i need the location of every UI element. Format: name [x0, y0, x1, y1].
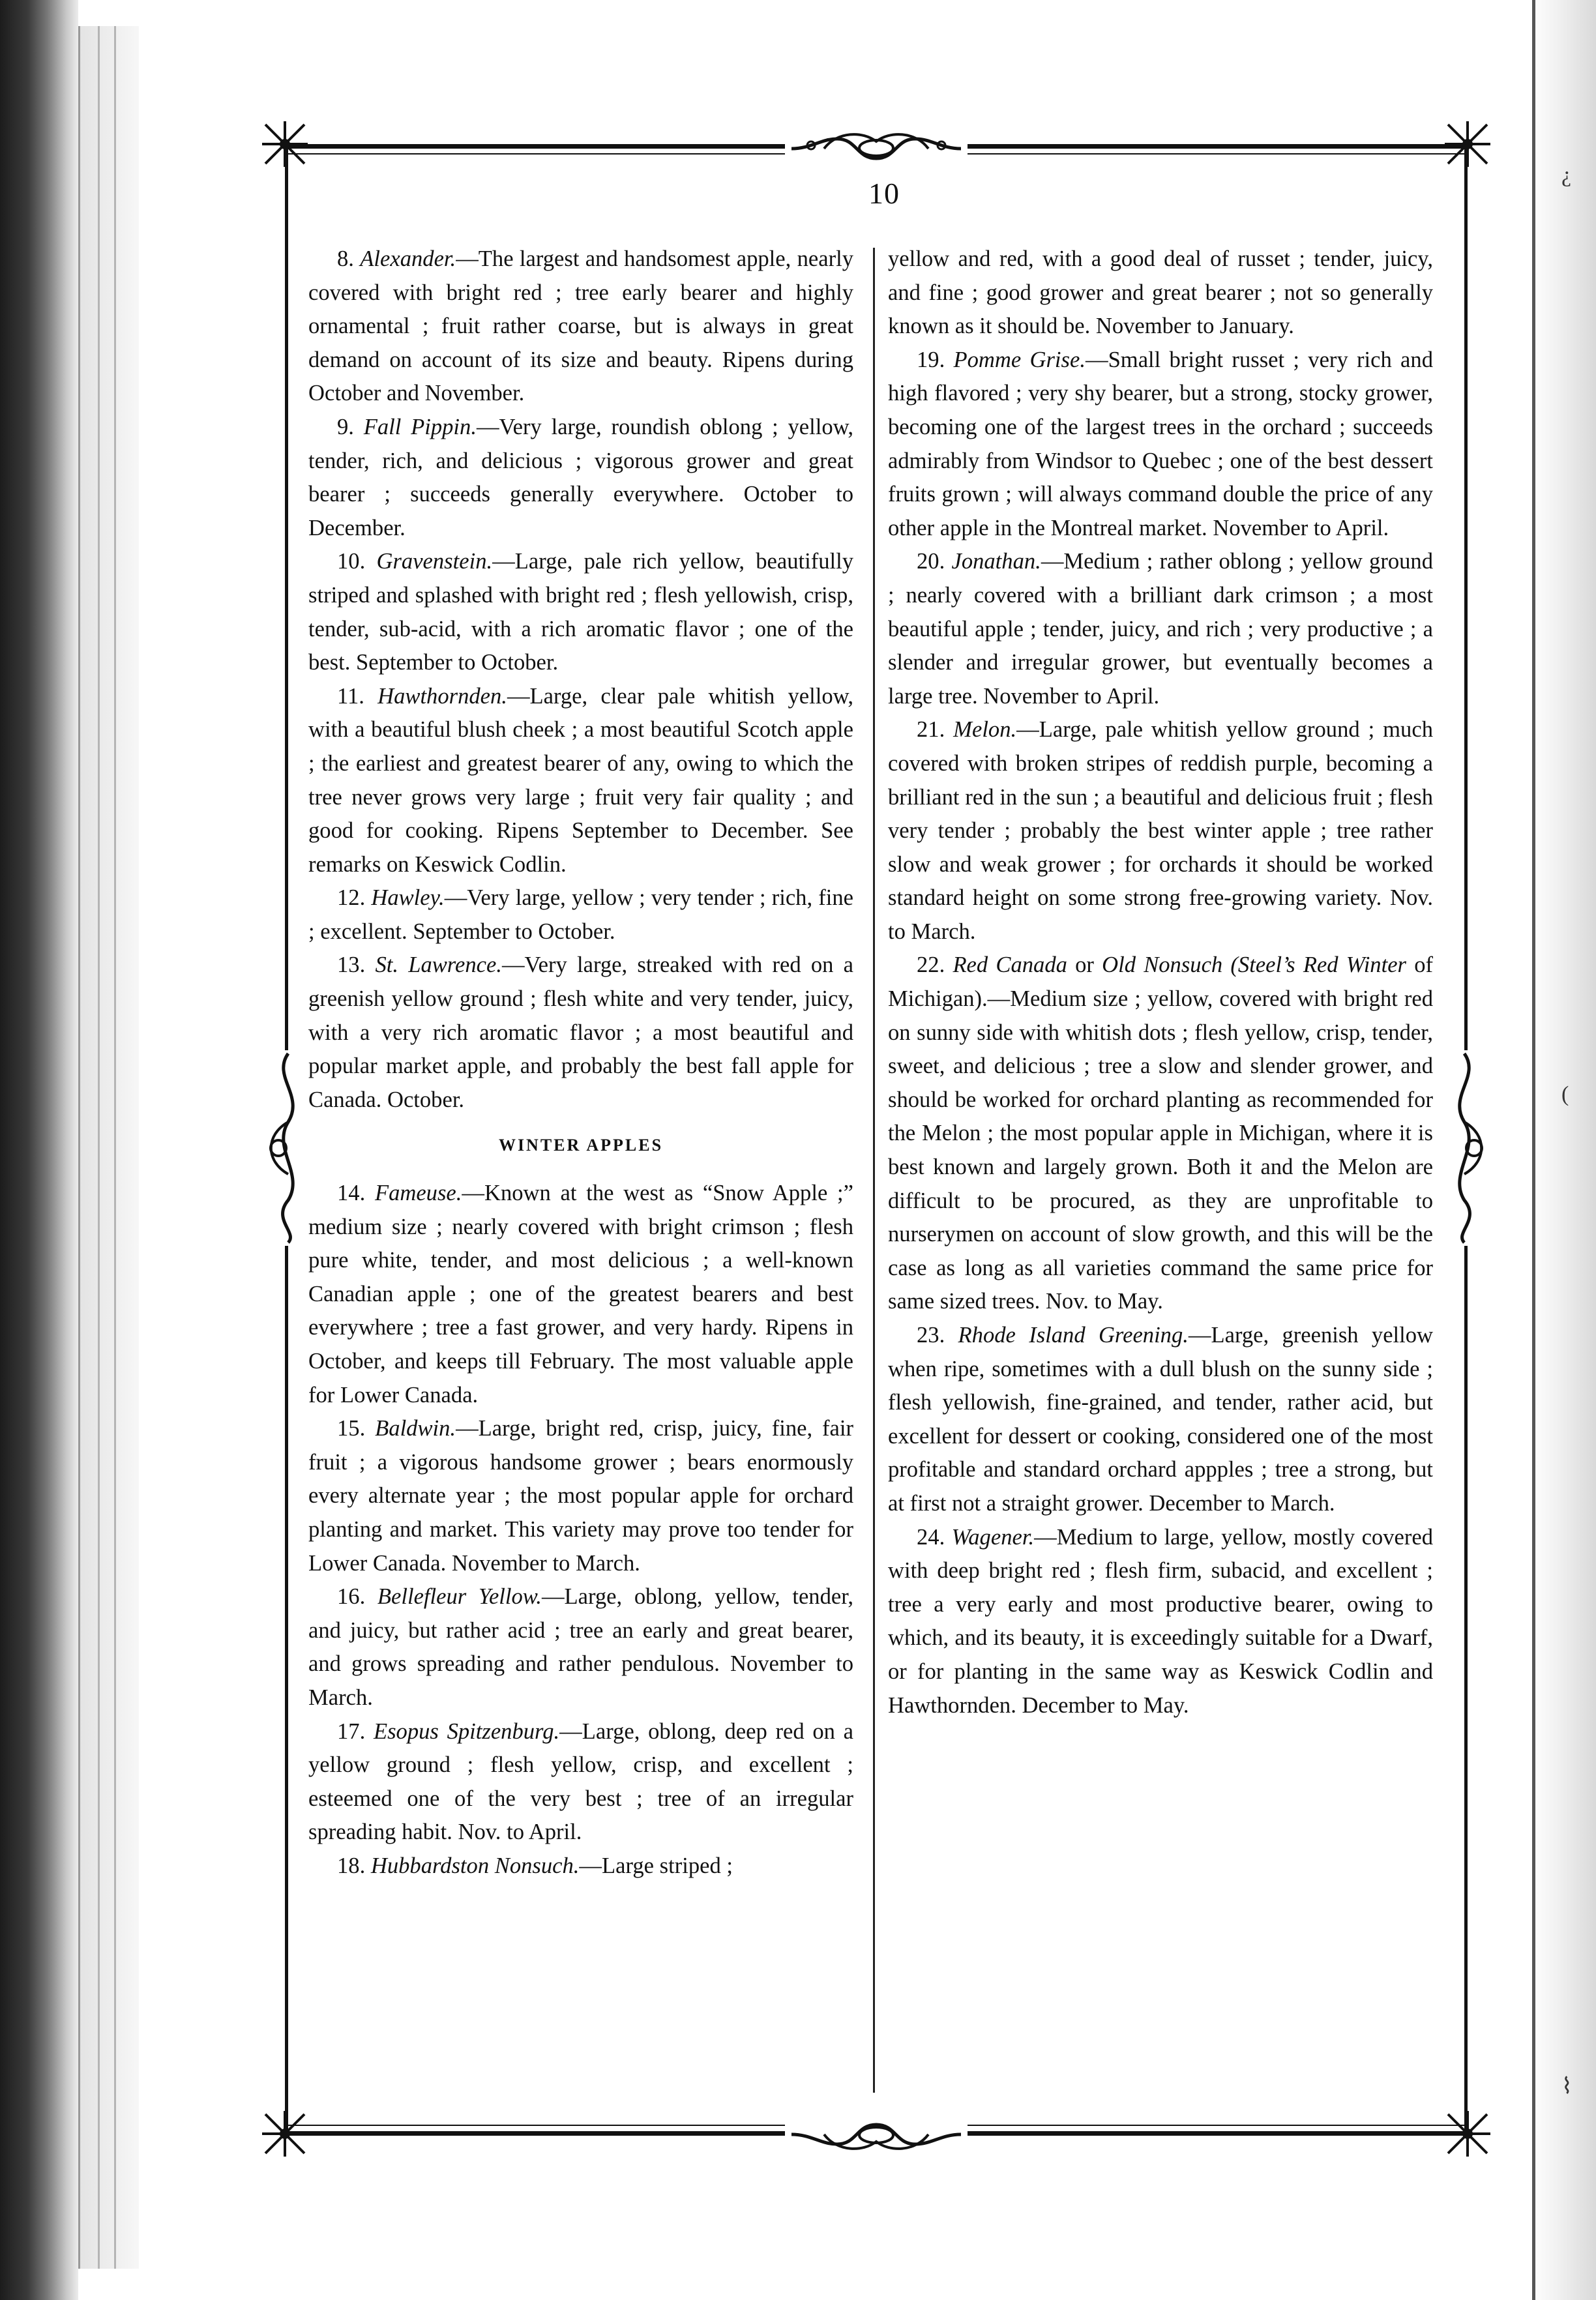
entry-number: 18.	[337, 1853, 371, 1878]
variety-name: Fall Pippin.	[363, 414, 477, 439]
variety-description: —Large, oblong, yellow, tender, and juicy, but rather acid ; tree an early and great bearer, and grows spreading and rather pendulous. November to March.	[308, 1584, 853, 1710]
apple-variety-entry	[888, 545, 1433, 713]
variety-name: Hawthornden.	[377, 683, 507, 709]
entry-number: 21.	[917, 717, 954, 743]
variety-name: Melon.	[953, 717, 1017, 743]
corner-ornament-bottom-right	[1441, 2108, 1494, 2160]
variety-description: —Known at the west as “Snow Apple ;” medium size ; nearly covered with bright crimson ; flesh pure white, tender, and most delicious ; a well-known Canadian apple ; one of the greatest bearers and best everywhere ; tree a fast grower, and very hardy. Ripens in October, and keeps till February. The most valuable apple for Lower Canada.	[308, 1181, 853, 1408]
continued-entry-text: yellow and red, with a good deal of russet ; tender, juicy, and fine ; good grower and great bearer ; not so generally known as it should be. November to January.	[888, 246, 1433, 339]
entry-number: 19.	[917, 347, 954, 372]
variety-name: St. Lawrence.	[375, 952, 502, 978]
variety-description: —Large, pale whitish yellow ground ; much covered with broken stripes of reddish purple, becoming a brilliant red in the sun ; a beautiful and delicious fruit ; flesh very tender ; probably the best winter apple ; tree rather slow and weak grower ; for orchards it should be worked standard height on some strong free-growing variety. Nov. to March.	[888, 717, 1433, 944]
entry-number: 10.	[337, 549, 377, 574]
variety-description: —The largest and handsomest apple, nearly covered with bright red ; tree early bearer and highly ornamental ; fruit rather coarse, but is always in great demand on account of its size and beauty. Ripens during October and November.	[308, 246, 853, 406]
next-page-fragment: ¿	[1561, 163, 1572, 187]
apple-variety-entry	[308, 949, 853, 1117]
apple-variety-entry	[308, 411, 853, 545]
variety-description: —Very large, roundish oblong ; yellow, tender, rich, and delicious ; vigorous grower and great bearer ; succeeds generally everywhere. October to December.	[308, 414, 854, 540]
corner-ornament-top-right	[1441, 118, 1494, 170]
section-heading-winter-apples: WINTER APPLES	[498, 1136, 664, 1155]
entry-number: 22.	[917, 952, 953, 978]
variety-description: —Large, oblong, deep red on a yellow ground ; flesh yellow, crisp, and excellent ; esteemed one of the very best ; tree of an irregular spreading habit. Nov. to April.	[308, 1718, 853, 1845]
variety-name: Pomme Grise.	[953, 347, 1086, 372]
page-stack-line	[98, 26, 100, 2269]
left-entries-list-winter	[308, 1177, 853, 1883]
top-scroll-ornament	[785, 126, 968, 171]
entry-number: 17.	[337, 1718, 374, 1744]
left-page-stack	[78, 26, 139, 2269]
variety-description: —Medium ; rather oblong ; yellow ground ; nearly covered with a brilliant dark crimson ; a most beautiful apple ; tender, juicy, and rich ; very productive ; a slender and irregular grower, but eventually becomes a large tree. November to April.	[888, 549, 1433, 709]
apple-variety-entry	[888, 1521, 1433, 1723]
left-column	[308, 243, 853, 1883]
variety-description: —Large, bright red, crisp, juicy, fine, fair fruit ; a vigorous handsome grower ; bears enormously every alternate year ; the most popular apple for orchard planting and market. This variety may prove too tender for Lower Canada. November to March.	[308, 1416, 853, 1576]
entry-number: 14.	[337, 1181, 375, 1206]
variety-name: Wagener.	[951, 1524, 1035, 1550]
variety-name: Gravenstein.	[376, 549, 493, 574]
variety-name: Fameuse.	[374, 1181, 462, 1206]
variety-name: Bellefleur Yellow.	[377, 1584, 542, 1610]
variety-name: Baldwin.	[375, 1416, 456, 1441]
right-scroll-ornament	[1435, 1050, 1494, 1246]
variety-description: —Large striped ;	[579, 1853, 733, 1878]
right-column	[888, 243, 1433, 1722]
apple-variety-entry	[888, 713, 1433, 949]
book-spine-shadow	[0, 0, 78, 2300]
entry-number: 15.	[337, 1416, 376, 1441]
variety-name: Hubbardston Nonsuch.	[370, 1853, 580, 1878]
variety-description: of Michigan).—Medium size ; yellow, covered with bright red on sunny side with whitish dots ; flesh yellow, crisp, tender, sweet, and delicious ; tree a slow and slender grower, and should be worked for orchard planting as recommended for the Melon ; the most popular apple in Michigan, where it is best known and largely grown. Both it and the Melon are difficult to be procured, as they are unprofitable to nurserymen on account of slow growth, and this will be the case as long as all varieties command the same price for same sized trees. Nov. to May.	[888, 952, 1434, 1314]
entry-number: 13.	[337, 952, 376, 978]
entry-connector: or	[1067, 952, 1102, 978]
bottom-scroll-ornament	[785, 2112, 968, 2157]
page-stack-line	[114, 26, 116, 2269]
variety-description: —Medium to large, yellow, mostly covered with deep bright red ; flesh firm, subacid, and excellent ; tree a very early and most productive bearer, owing to which, and its beauty, it is exceedingly suitable for a Dwarf, or for planting in the same way as Keswick Codlin and Hawthornden. December to May.	[888, 1524, 1433, 1718]
apple-variety-entry	[308, 1715, 853, 1850]
apple-variety-entry	[888, 344, 1433, 546]
apple-variety-entry	[308, 680, 853, 882]
entry-number: 20.	[917, 549, 952, 574]
variety-description: —Very large, streaked with red on a greenish yellow ground ; flesh white and very tender, juicy, with a very rich aromatic flavor ; a most beautiful and popular market apple, and probably the best fall apple for Canada. October.	[308, 952, 854, 1112]
variety-name: Rhode Island Greening.	[958, 1323, 1189, 1348]
entry-number: 23.	[917, 1323, 958, 1348]
entry-number: 12.	[337, 885, 372, 911]
entry-number: 11.	[337, 683, 378, 709]
variety-name: Esopus Spitzenburg.	[373, 1718, 560, 1744]
variety-alt-name: Old Nonsuch (Steel’s Red Winter	[1102, 952, 1407, 978]
apple-variety-entry	[308, 1580, 853, 1715]
variety-description: —Large, pale rich yellow, beautifully striped and splashed with bright red ; flesh yellowish, crisp, tender, sub-acid, with a rich aromatic flavor ; one of the best. September to October.	[308, 549, 854, 675]
right-page-edge	[1529, 0, 1596, 2300]
variety-description: —Large, greenish yellow when ripe, sometimes with a dull blush on the sunny side ; flesh yellowish, fine-grained, and tender, rather acid, but excellent for dessert or cooking, considered one of the most profitable and standard orchard appples ; tree a strong, but at first not a straight grower. December to March.	[888, 1323, 1434, 1516]
entry-number: 24.	[917, 1524, 952, 1550]
variety-description: —Very large, yellow ; very tender ; rich, fine ; excellent. September to October.	[308, 885, 853, 944]
apple-variety-entry	[308, 243, 853, 411]
apple-variety-entry	[308, 1177, 853, 1412]
right-entries-list	[888, 344, 1433, 1722]
corner-ornament-bottom-left	[259, 2108, 311, 2160]
apple-variety-entry	[888, 1319, 1433, 1521]
variety-name: Jonathan.	[951, 549, 1041, 574]
page-number: 10	[868, 177, 900, 210]
variety-name: Red Canada	[953, 952, 1067, 978]
entry-number: 16.	[337, 1584, 377, 1610]
variety-name: Hawley.	[371, 885, 445, 911]
variety-description: —Small bright russet ; very rich and high flavored ; very shy bearer, but a strong, stocky grower, becoming one of the largest trees in the orchard ; succeeds admirably from Windsor to Quebec ; one of the best dessert fruits grown ; will always command double the price of any other apple in the Montreal market. November to April.	[888, 347, 1433, 540]
right-page-edge-line	[1532, 0, 1535, 2300]
variety-description: —Large, clear pale whitish yellow, with a beautiful blush cheek ; a most beautiful Scotch apple ; the earliest and greatest bearer of any, owing to which the tree never grows very large ; fruit very fair quality ; and good for cooking. Ripens September to December. See remarks on Keswick Codlin.	[308, 683, 853, 877]
entry-number: 9.	[337, 414, 364, 439]
apple-variety-entry	[308, 545, 853, 679]
left-entries-list	[308, 243, 853, 1117]
apple-variety-entry	[888, 949, 1433, 1319]
column-divider	[873, 248, 875, 2093]
corner-ornament-top-left	[259, 118, 311, 170]
apple-variety-entry	[308, 1850, 853, 1883]
entry-number: 8.	[337, 246, 361, 271]
next-page-ornament-fragment: (	[1561, 1082, 1569, 1106]
apple-variety-entry	[308, 881, 853, 949]
variety-name: Alexander.	[360, 246, 456, 271]
next-page-fragment: ⌇	[1561, 2074, 1573, 2099]
apple-variety-entry	[308, 1412, 853, 1580]
